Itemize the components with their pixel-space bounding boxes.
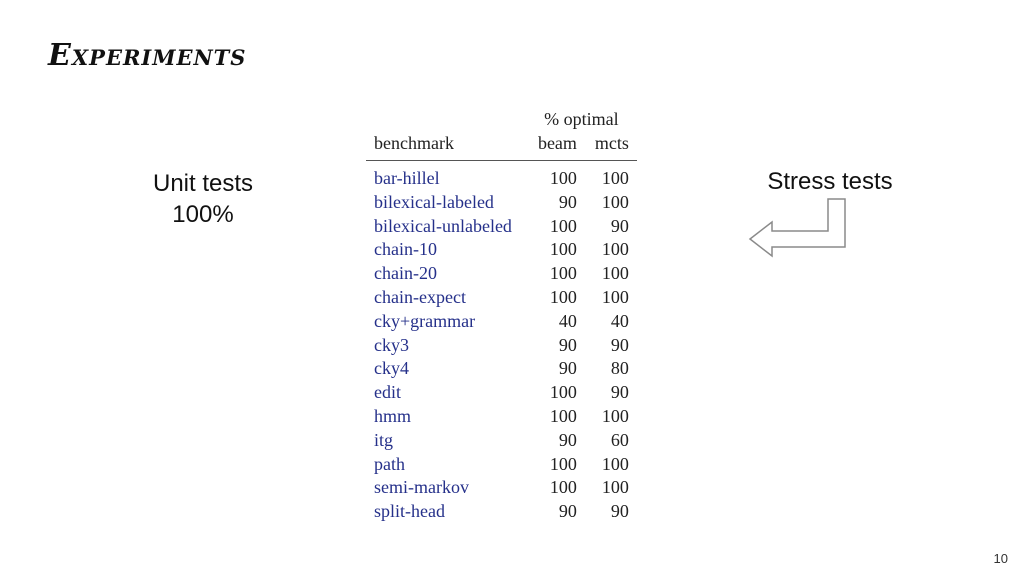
cell-beam: 100 (549, 168, 577, 188)
cell-beam: 100 (549, 263, 577, 284)
cell-mcts: 100 (601, 405, 629, 426)
group-header-optimal: % optimal (544, 109, 619, 129)
cell-mcts: 90 (610, 501, 629, 522)
cell-mcts: 100 (601, 477, 629, 498)
cell-benchmark: cky4 (374, 358, 409, 379)
cell-beam: 90 (558, 358, 577, 379)
cell-benchmark: chain-10 (374, 239, 437, 260)
cell-beam: 100 (549, 453, 577, 474)
cell-beam: 100 (549, 405, 577, 426)
table-row (366, 310, 637, 334)
cell-beam: 90 (558, 334, 577, 355)
unit-tests-label: Unit tests (152, 170, 254, 197)
unit-tests-note (128, 168, 278, 230)
cell-mcts: 100 (601, 263, 629, 284)
slide-title: Experiments (48, 38, 247, 73)
cell-beam: 100 (549, 477, 577, 498)
cell-benchmark: cky3 (374, 334, 409, 355)
cell-benchmark: bar-hillel (374, 168, 440, 188)
cell-beam: 40 (558, 310, 577, 331)
cell-benchmark: chain-20 (374, 263, 437, 284)
table-row (366, 357, 637, 381)
cell-beam: 100 (549, 215, 577, 236)
cell-mcts: 90 (610, 382, 629, 403)
table-row (366, 476, 637, 500)
table-row (366, 405, 637, 429)
cell-benchmark: semi-markov (374, 477, 469, 498)
table-row (366, 500, 637, 524)
table-row (366, 161, 637, 191)
cell-benchmark: cky+grammar (374, 310, 476, 331)
table-row (366, 215, 637, 239)
col-header-mcts: mcts (587, 130, 637, 161)
table-row (366, 334, 637, 358)
cell-mcts: 40 (610, 310, 629, 331)
table-row (366, 238, 637, 262)
cell-benchmark: bilexical-labeled (374, 191, 494, 212)
cell-mcts: 100 (601, 168, 629, 188)
cell-beam: 100 (549, 286, 577, 307)
cell-benchmark: itg (374, 429, 394, 450)
cell-mcts: 100 (601, 453, 629, 474)
cell-benchmark: path (374, 453, 405, 474)
unit-tests-value: 100% (172, 201, 234, 228)
cell-mcts: 100 (601, 191, 629, 212)
cell-mcts: 100 (601, 239, 629, 260)
return-arrow-left-icon (748, 198, 848, 258)
table-row (366, 191, 637, 215)
cell-mcts: 60 (610, 429, 629, 450)
table-row (366, 429, 637, 453)
cell-beam: 90 (558, 429, 577, 450)
results-table (366, 104, 637, 524)
cell-beam: 100 (549, 382, 577, 403)
cell-mcts: 80 (610, 358, 629, 379)
cell-mcts: 100 (601, 286, 629, 307)
col-header-beam: beam (526, 130, 587, 161)
cell-beam: 90 (558, 191, 577, 212)
table-row (366, 262, 637, 286)
table-row (366, 381, 637, 405)
table-group-header-row (366, 104, 637, 130)
cell-benchmark: bilexical-unlabeled (374, 215, 512, 236)
col-header-benchmark: benchmark (366, 130, 526, 161)
cell-benchmark: chain-expect (374, 286, 466, 307)
cell-beam: 90 (558, 501, 577, 522)
page-number: 10 (993, 551, 1008, 566)
table-header-row (366, 130, 637, 161)
stress-tests-label: Stress tests (767, 168, 893, 195)
table-row (366, 453, 637, 477)
cell-benchmark: edit (374, 382, 401, 403)
cell-benchmark: hmm (374, 405, 412, 426)
table-row (366, 286, 637, 310)
cell-benchmark: split-head (374, 501, 445, 522)
cell-mcts: 90 (610, 215, 629, 236)
cell-mcts: 90 (610, 334, 629, 355)
cell-beam: 100 (549, 239, 577, 260)
